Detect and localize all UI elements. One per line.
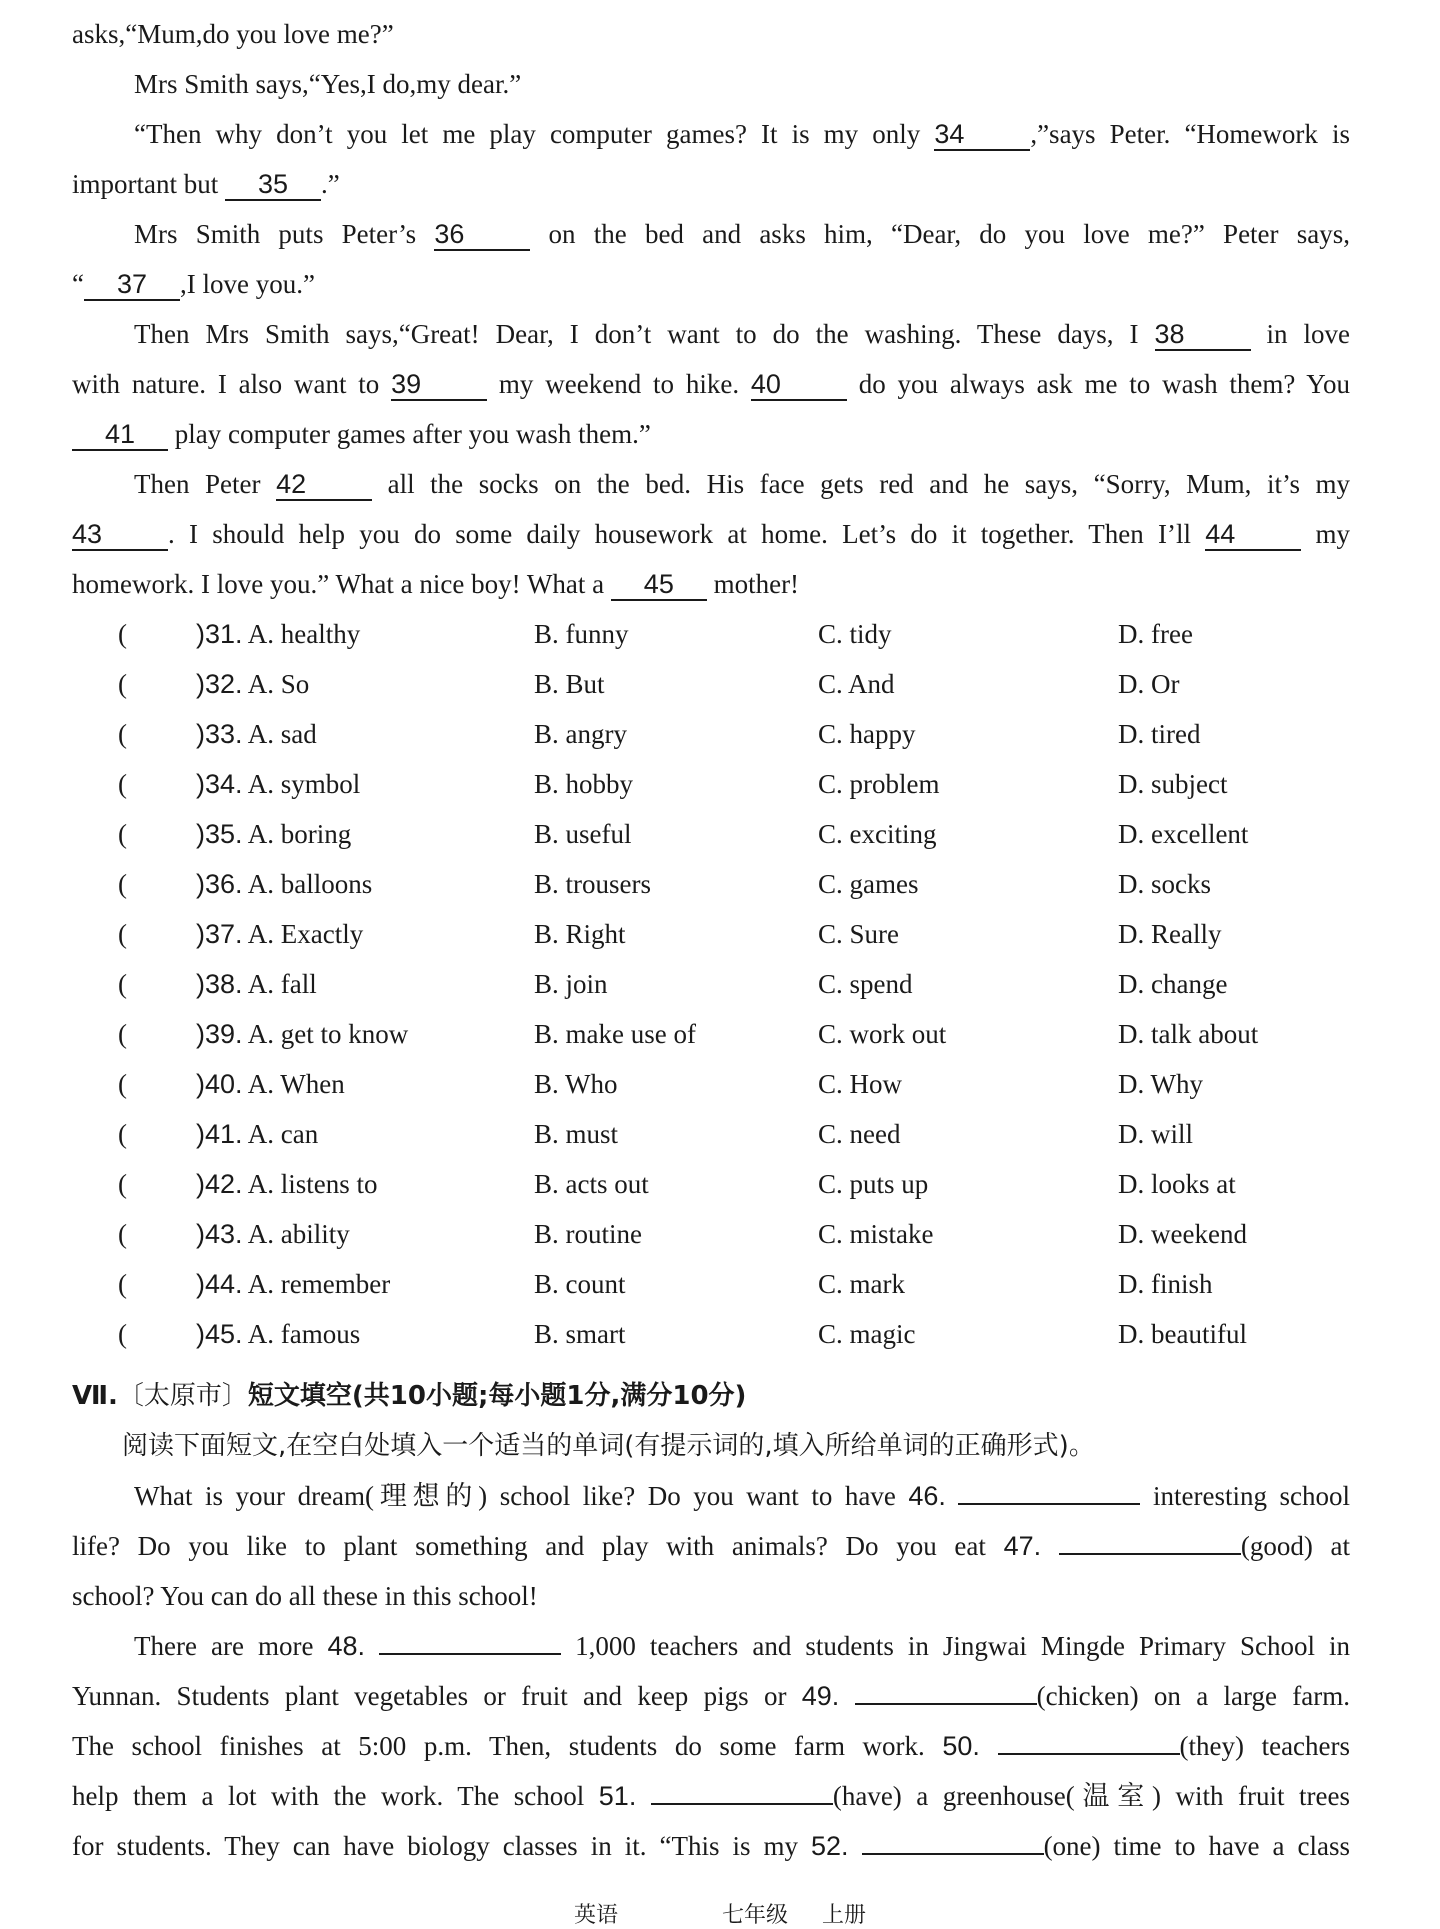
passage-text: my — [1301, 519, 1350, 549]
option-c[interactable]: C. tidy — [818, 619, 892, 649]
question-32 — [0, 664, 1440, 704]
question-number: )44. — [196, 1269, 243, 1299]
passage-line-8 — [72, 364, 1350, 404]
question-number: )31. — [196, 619, 243, 649]
option-c[interactable]: C. mistake — [818, 1219, 934, 1249]
option-c[interactable]: C. And — [818, 669, 895, 699]
answer-paren[interactable]: ( — [118, 1169, 127, 1199]
option-b[interactable]: B. trousers — [534, 869, 651, 899]
option-c[interactable]: C. work out — [818, 1019, 947, 1049]
question-43 — [0, 1214, 1440, 1254]
answer-paren[interactable]: ( — [118, 1069, 127, 1099]
option-a[interactable]: A. So — [247, 669, 310, 699]
passage-text: homework. I love you.” What a nice boy! What a — [72, 569, 611, 599]
section-7-instruction: 阅读下面短文,在空白处填入一个适当的单词(有提示词的,填入所给单词的正确形式)。 — [122, 1431, 1095, 1461]
passage-line-4 — [72, 164, 1350, 204]
option-b[interactable]: B. Who — [534, 1069, 618, 1099]
question-42 — [0, 1164, 1440, 1204]
blank-41[interactable]: 41 — [72, 419, 168, 451]
option-a[interactable]: A. When — [247, 1069, 345, 1099]
passage2-line-5 — [72, 1676, 1350, 1716]
question-41 — [0, 1114, 1440, 1154]
option-b[interactable]: B. funny — [534, 619, 629, 649]
answer-paren[interactable]: ( — [118, 1319, 127, 1349]
option-d[interactable]: D. finish — [1118, 1269, 1213, 1299]
passage-text: ,I love you.” — [179, 269, 315, 299]
option-b[interactable]: B. routine — [534, 1219, 642, 1249]
passage-text: for students. They can have biology classes in it. “This is my — [72, 1831, 811, 1861]
option-a[interactable]: A. Exactly — [247, 919, 364, 949]
question-34 — [0, 764, 1440, 804]
option-a[interactable]: A. symbol — [247, 769, 361, 799]
option-d[interactable]: D. Really — [1118, 919, 1222, 949]
option-d[interactable]: D. Why — [1118, 1069, 1203, 1099]
option-c[interactable]: C. need — [818, 1119, 901, 1149]
blank-number-48: 48. — [327, 1631, 366, 1661]
blank-45[interactable]: 45 — [611, 569, 707, 601]
section-7-header — [72, 1376, 1350, 1416]
section-title: 短文填空(共10小题;每小题1分,满分10分) — [247, 1381, 747, 1411]
passage-text: Yunnan. Students plant vegetables or fruit and keep pigs or — [72, 1681, 802, 1711]
blank-52[interactable] — [862, 1853, 1044, 1855]
section-source-tag: 〔太原市〕 — [117, 1381, 248, 1411]
option-a[interactable]: A. fall — [247, 969, 317, 999]
blank-39[interactable]: 39 — [391, 369, 487, 401]
passage-line-2 — [72, 64, 1350, 104]
passage-text: with nature. I also want to — [72, 369, 392, 399]
blank-38[interactable]: 38 — [1155, 319, 1251, 351]
option-b[interactable]: B. hobby — [534, 769, 634, 799]
passage2-line-3 — [72, 1576, 1350, 1616]
option-d[interactable]: D. will — [1118, 1119, 1194, 1149]
passage-text: 1,000 teachers and students in Jingwai Mingde Primary School in — [561, 1631, 1350, 1661]
blank-number-52: 52. — [811, 1831, 849, 1861]
passage-line-7 — [72, 314, 1350, 354]
option-c[interactable]: C. mark — [818, 1269, 905, 1299]
blank-40[interactable]: 40 — [751, 369, 847, 401]
passage-text: “Then why don’t you let me play computer games? It is my only — [134, 119, 935, 149]
passage-text: There are more — [134, 1631, 328, 1661]
passage-text: .” — [320, 169, 340, 199]
passage-text: important but — [72, 169, 225, 199]
answer-paren[interactable]: ( — [118, 769, 127, 799]
passage-text: Mrs Smith says,“Yes,I do,my dear.” — [134, 69, 522, 99]
option-a[interactable]: A. healthy — [247, 619, 361, 649]
option-c[interactable]: C. problem — [818, 769, 940, 799]
passage-line-5 — [72, 214, 1350, 254]
passage2-line-4 — [72, 1626, 1350, 1666]
blank-48[interactable] — [379, 1653, 561, 1655]
answer-paren[interactable]: ( — [118, 719, 127, 749]
option-a[interactable]: A. famous — [247, 1319, 361, 1349]
question-number: )38. — [196, 969, 243, 999]
option-d[interactable]: D. free — [1118, 619, 1193, 649]
answer-paren[interactable]: ( — [118, 919, 127, 949]
passage-text: ,”says Peter. “Homework is — [1030, 119, 1350, 149]
blank-number-49: 49. — [801, 1681, 840, 1711]
passage2-line-8 — [72, 1826, 1350, 1866]
passage-text: “ — [72, 269, 84, 299]
passage-text: interesting school — [1140, 1481, 1351, 1511]
option-d[interactable]: D. looks at — [1118, 1169, 1236, 1199]
option-d[interactable]: D. talk about — [1118, 1019, 1259, 1049]
blank-number-51: 51. — [598, 1781, 637, 1811]
passage2-line-2 — [72, 1526, 1350, 1566]
option-d[interactable]: D. beautiful — [1118, 1319, 1247, 1349]
answer-paren[interactable]: ( — [118, 1119, 127, 1149]
option-c[interactable]: C. games — [818, 869, 919, 899]
answer-paren[interactable]: ( — [118, 969, 127, 999]
option-d[interactable]: D. tired — [1118, 719, 1201, 749]
passage-line-12 — [72, 564, 1350, 604]
option-d[interactable]: D. Or — [1118, 669, 1180, 699]
question-44 — [0, 1264, 1440, 1304]
option-b[interactable]: B. join — [534, 969, 608, 999]
option-b[interactable]: B. count — [534, 1269, 626, 1299]
question-number: )33. — [196, 719, 243, 749]
blank-47[interactable] — [1059, 1553, 1241, 1555]
section-numeral: Ⅶ. — [72, 1381, 118, 1411]
passage2-line-1 — [72, 1476, 1350, 1516]
question-39 — [0, 1014, 1440, 1054]
option-d[interactable]: D. excellent — [1118, 819, 1249, 849]
option-c[interactable]: C. magic — [818, 1319, 916, 1349]
blank-37[interactable]: 37 — [84, 269, 180, 301]
answer-paren[interactable]: ( — [118, 819, 127, 849]
page-footer — [0, 1898, 1440, 1929]
question-number: )41. — [196, 1119, 243, 1149]
option-c[interactable]: C. exciting — [818, 819, 937, 849]
question-number: )32. — [196, 669, 243, 699]
question-number: )34. — [196, 769, 243, 799]
footer-grade: 七年级 — [721, 1903, 788, 1928]
passage-text: The school finishes at 5:00 p.m. Then, students do some farm work. — [72, 1731, 943, 1761]
passage-text: Mrs Smith puts Peter’s — [134, 219, 435, 249]
footer-volume: 上册 — [822, 1903, 867, 1928]
passage-text: . I should help you do some daily housework at home. Let’s do it together. Then I’ll — [168, 519, 1206, 549]
passage-text: (have) a greenhouse(温室) with fruit trees — [832, 1781, 1351, 1811]
option-b[interactable]: B. But — [534, 669, 605, 699]
footer-subject: 英语 — [573, 1903, 618, 1928]
option-d[interactable]: D. subject — [1118, 769, 1228, 799]
answer-paren[interactable]: ( — [118, 619, 127, 649]
option-a[interactable]: A. can — [247, 1119, 319, 1149]
option-b[interactable]: B. useful — [534, 819, 632, 849]
option-a[interactable]: A. ability — [247, 1219, 350, 1249]
blank-36[interactable]: 36 — [434, 219, 530, 251]
question-number: )40. — [196, 1069, 243, 1099]
option-d[interactable]: D. weekend — [1118, 1219, 1247, 1249]
option-c[interactable]: C. Sure — [818, 919, 899, 949]
option-c[interactable]: C. puts up — [818, 1169, 929, 1199]
passage-line-1 — [72, 14, 1350, 54]
option-a[interactable]: A. listens to — [247, 1169, 378, 1199]
blank-50[interactable] — [998, 1753, 1180, 1755]
question-number: )42. — [196, 1169, 243, 1199]
passage-line-9 — [72, 414, 1350, 454]
option-a[interactable]: A. remember — [247, 1269, 391, 1299]
question-number: )45. — [196, 1319, 243, 1349]
passage-line-11 — [72, 514, 1350, 554]
passage-line-10 — [72, 464, 1350, 504]
passage-text: Then Peter — [134, 469, 277, 499]
option-d[interactable]: D. socks — [1118, 869, 1211, 899]
question-number: )39. — [196, 1019, 243, 1049]
question-45 — [0, 1314, 1440, 1354]
passage-text: help them a lot with the work. The school — [72, 1781, 599, 1811]
passage-text: my weekend to hike. — [487, 369, 751, 399]
passage-text: school? You can do all these in this school! — [72, 1581, 538, 1611]
option-c[interactable]: C. spend — [818, 969, 913, 999]
option-b[interactable]: B. make use of — [534, 1019, 696, 1049]
option-a[interactable]: A. get to know — [247, 1019, 409, 1049]
passage-text: Then Mrs Smith says,“Great! Dear, I don’t want to do the washing. These days, I — [134, 319, 1155, 349]
passage-text: do you always ask me to wash them? You — [846, 369, 1350, 399]
answer-paren[interactable]: ( — [118, 669, 127, 699]
blank-number-47: 47. — [1003, 1531, 1042, 1561]
question-31 — [0, 614, 1440, 654]
blank-49[interactable] — [855, 1703, 1037, 1705]
option-b[interactable]: B. smart — [534, 1319, 626, 1349]
blank-34[interactable]: 34 — [934, 119, 1030, 151]
option-b[interactable]: B. Right — [534, 919, 626, 949]
passage-text: asks,“Mum,do you love me?” — [72, 19, 394, 49]
passage-text: (one) time to have a class — [1043, 1831, 1350, 1861]
passage-line-3 — [72, 114, 1350, 154]
question-number: )43. — [196, 1219, 243, 1249]
question-number: )35. — [196, 819, 243, 849]
option-c[interactable]: C. happy — [818, 719, 916, 749]
question-37 — [0, 914, 1440, 954]
question-33 — [0, 714, 1440, 754]
passage-text: play computer games after you wash them.” — [168, 419, 651, 449]
passage-text: mother! — [706, 569, 800, 599]
option-b[interactable]: B. angry — [534, 719, 627, 749]
answer-paren[interactable]: ( — [118, 1219, 127, 1249]
question-38 — [0, 964, 1440, 1004]
blank-number-46: 46. — [908, 1481, 946, 1511]
passage-text: life? Do you like to plant something and play with animals? Do you eat — [72, 1531, 1004, 1561]
passage-text: on the bed and asks him, “Dear, do you love me?” Peter says, — [530, 219, 1350, 249]
passage-line-6 — [72, 264, 1350, 304]
option-d[interactable]: D. change — [1118, 969, 1228, 999]
option-a[interactable]: A. balloons — [247, 869, 373, 899]
passage-text: all the socks on the bed. His face gets red and he says, “Sorry, Mum, it’s my — [372, 469, 1351, 499]
blank-number-50: 50. — [942, 1731, 980, 1761]
blank-46[interactable] — [958, 1503, 1140, 1505]
question-number: )36. — [196, 869, 243, 899]
blank-43[interactable]: 43 — [72, 519, 168, 551]
passage-text: (good) at — [1240, 1531, 1351, 1561]
option-b[interactable]: B. acts out — [534, 1169, 649, 1199]
blank-42[interactable]: 42 — [276, 469, 372, 501]
option-a[interactable]: A. sad — [247, 719, 317, 749]
passage-text: in love — [1250, 319, 1350, 349]
question-40 — [0, 1064, 1440, 1104]
option-a[interactable]: A. boring — [247, 819, 352, 849]
passage2-line-7 — [72, 1776, 1350, 1816]
answer-paren[interactable]: ( — [118, 869, 127, 899]
question-number: )37. — [196, 919, 243, 949]
blank-44[interactable]: 44 — [1205, 519, 1301, 551]
option-b[interactable]: B. must — [534, 1119, 619, 1149]
passage-text: What is your dream(理想的) school like? Do you want to have — [134, 1481, 909, 1511]
passage-text: (chicken) on a large farm. — [1036, 1681, 1350, 1711]
answer-paren[interactable]: ( — [118, 1269, 127, 1299]
option-c[interactable]: C. How — [818, 1069, 903, 1099]
answer-paren[interactable]: ( — [118, 1019, 127, 1049]
question-36 — [0, 864, 1440, 904]
passage-text: (they) teachers — [1179, 1731, 1351, 1761]
passage2-line-6 — [72, 1726, 1350, 1766]
blank-51[interactable] — [651, 1803, 833, 1805]
question-35 — [0, 814, 1440, 854]
blank-35[interactable]: 35 — [225, 169, 321, 201]
